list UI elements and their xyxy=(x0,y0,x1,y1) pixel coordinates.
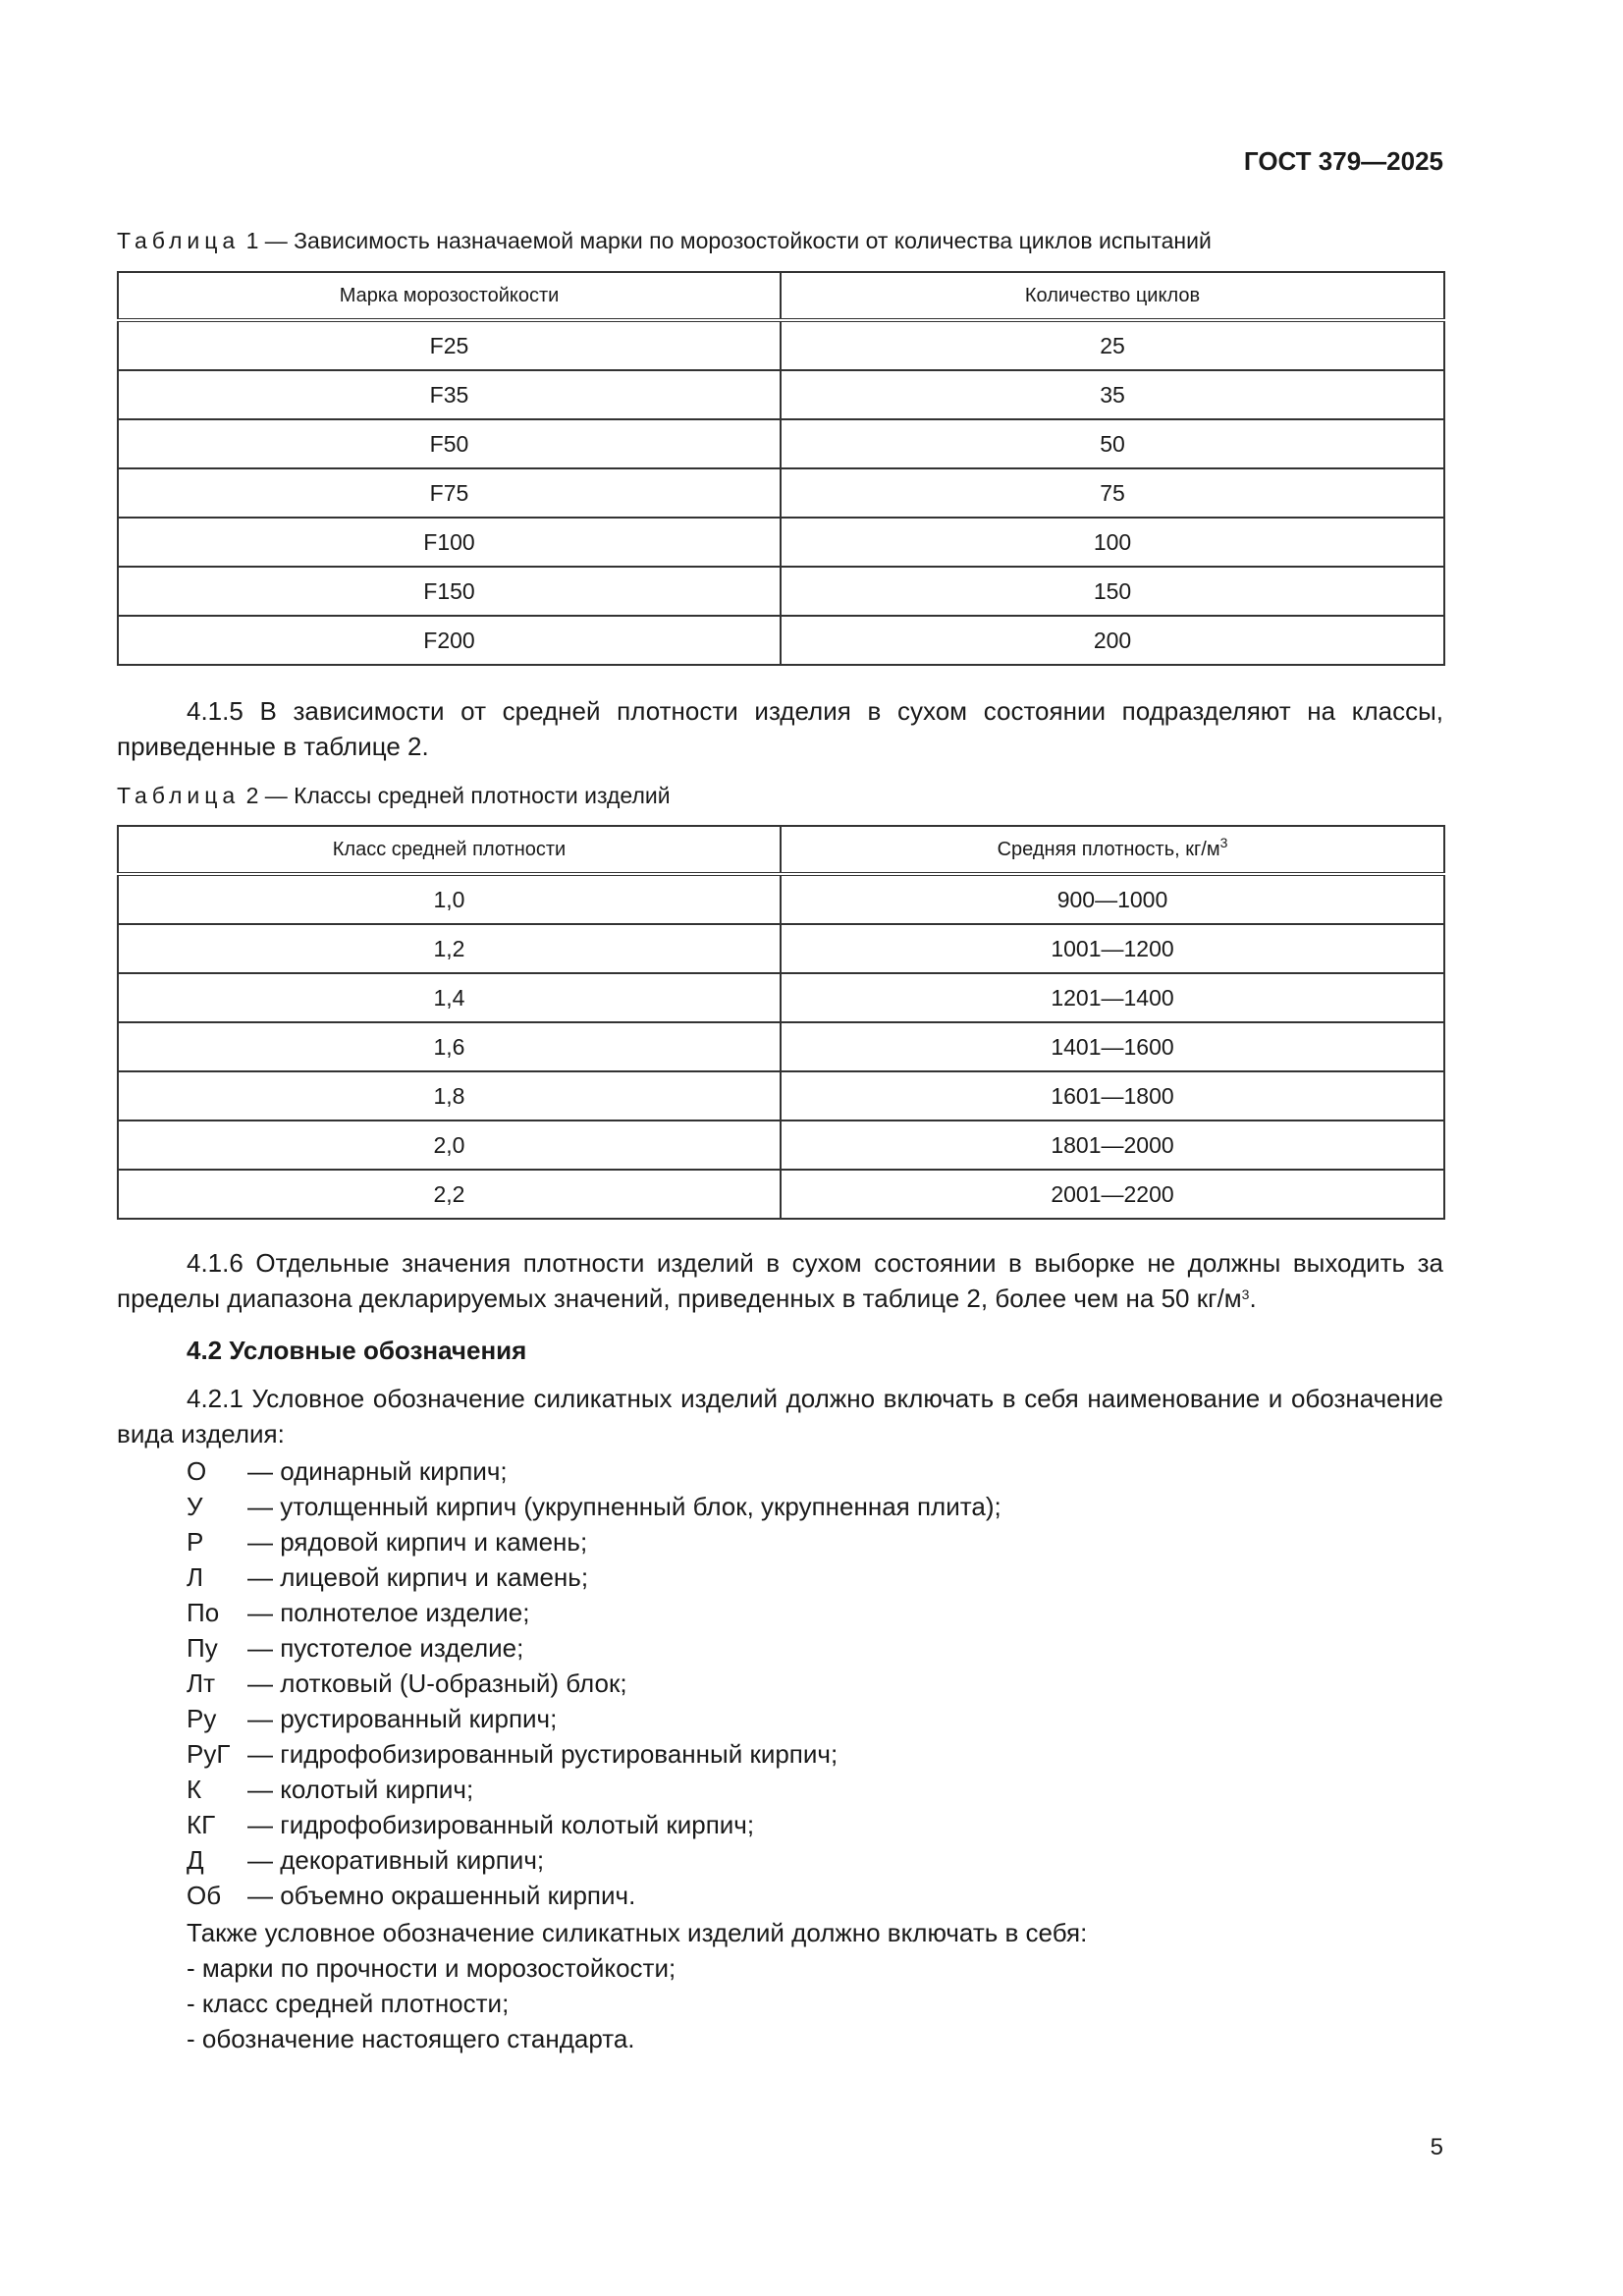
designation-code: У xyxy=(187,1492,203,1521)
table2-cell: 1801—2000 xyxy=(781,1121,1444,1170)
section-4-2-title: 4.2 Условные обозначения xyxy=(187,1336,527,1365)
table2-row xyxy=(118,1022,1444,1071)
designation-item xyxy=(187,1524,1001,1559)
table2-cell: 1,2 xyxy=(118,924,781,973)
table2-row xyxy=(118,1071,1444,1121)
document-code: ГОСТ 379—2025 xyxy=(1243,146,1443,176)
table1-header-cycles: Количество циклов xyxy=(781,272,1444,320)
table2-label: Таблица xyxy=(117,783,241,808)
table1-cell: 25 xyxy=(781,320,1444,370)
table1-cell: 150 xyxy=(781,567,1444,616)
table1-cell: 35 xyxy=(781,370,1444,419)
designation-desc: — гидрофобизированный колотый кирпич; xyxy=(247,1810,755,1839)
table1-cell: F150 xyxy=(118,567,781,616)
designation-code: Об xyxy=(187,1881,222,1910)
table1 xyxy=(117,271,1445,666)
paragraph-4-2-1: 4.2.1 Условное обозначение силикатных изделий должно включать в себя наименование и обозначение вида изделия: xyxy=(117,1384,1443,1449)
designation-desc: — рядовой кирпич и камень; xyxy=(247,1527,588,1557)
table1-cell: 100 xyxy=(781,518,1444,567)
table1-cell: F25 xyxy=(118,320,781,370)
table1-cell: 200 xyxy=(781,616,1444,665)
table2-caption xyxy=(117,783,671,809)
table2-header-avg-density-text: Средняя плотность, кг/м xyxy=(997,838,1220,860)
designation-desc: — одинарный кирпич; xyxy=(247,1456,508,1486)
table1-cell: 75 xyxy=(781,468,1444,518)
paragraph-4-1-6-text: 4.1.6 Отдельные значения плотности изделий в сухом состоянии в выборке не должны выходить за пределы диапазона декларируемых значений, приведенных в таблице 2, более чем на 50 кг/м xyxy=(117,1248,1443,1313)
paragraph-4-1-5: 4.1.5 В зависимости от средней плотности изделия в сухом состоянии подразделяют на классы, приведенные в таблице 2. xyxy=(117,696,1443,761)
paragraph-4-1-6-sup: 3 xyxy=(1241,1286,1250,1302)
designation-code: Ру xyxy=(187,1704,217,1733)
table2-cell: 900—1000 xyxy=(781,874,1444,924)
designation-item xyxy=(187,1736,1001,1772)
table2-cell: 1,0 xyxy=(118,874,781,924)
table2-cell: 2001—2200 xyxy=(781,1170,1444,1219)
designation-desc: — гидрофобизированный рустированный кирпич; xyxy=(247,1739,839,1769)
table1-caption-text: 1 — Зависимость назначаемой марки по морозостойкости от количества циклов испытаний xyxy=(245,228,1212,253)
table2-row xyxy=(118,1170,1444,1219)
designation-code: Д xyxy=(187,1845,204,1875)
also-intro: Также условное обозначение силикатных изделий должно включать в себя: xyxy=(187,1918,1088,1947)
table1-row xyxy=(118,419,1444,468)
table2-header-avg-density xyxy=(781,826,1444,874)
table1-row xyxy=(118,518,1444,567)
designation-desc: — лицевой кирпич и камень; xyxy=(247,1562,589,1592)
designation-item xyxy=(187,1878,1001,1913)
designation-desc: — полнотелое изделие; xyxy=(247,1598,530,1627)
designation-code: К xyxy=(187,1775,202,1804)
table1-label: Таблица xyxy=(117,228,241,253)
page-number: 5 xyxy=(1430,2134,1443,2160)
designation-desc: — колотый кирпич; xyxy=(247,1775,474,1804)
designation-item xyxy=(187,1630,1001,1666)
table1-caption xyxy=(117,228,1212,254)
table1-row xyxy=(118,468,1444,518)
designation-code: Лт xyxy=(187,1668,215,1698)
designation-desc: — объемно окрашенный кирпич. xyxy=(247,1881,636,1910)
table2-cell: 1601—1800 xyxy=(781,1071,1444,1121)
designation-code: КГ xyxy=(187,1810,216,1839)
designation-item xyxy=(187,1666,1001,1701)
designation-desc: — декоративный кирпич; xyxy=(247,1845,545,1875)
table1-cell: 50 xyxy=(781,419,1444,468)
designation-item xyxy=(187,1489,1001,1524)
table1-row xyxy=(118,370,1444,419)
table1-header-frost-grade: Марка морозостойкости xyxy=(118,272,781,320)
table2-cell: 1,6 xyxy=(118,1022,781,1071)
table2-cell: 2,2 xyxy=(118,1170,781,1219)
designation-item xyxy=(187,1453,1001,1489)
table2-cell: 2,0 xyxy=(118,1121,781,1170)
table1-row xyxy=(118,616,1444,665)
designation-code: О xyxy=(187,1456,207,1486)
table1-cell: F75 xyxy=(118,468,781,518)
designation-item xyxy=(187,1807,1001,1842)
table2-row xyxy=(118,973,1444,1022)
designation-code: По xyxy=(187,1598,220,1627)
table2-cell: 1,8 xyxy=(118,1071,781,1121)
table2-cell: 1001—1200 xyxy=(781,924,1444,973)
table2-header-unit-sup: 3 xyxy=(1219,834,1228,850)
table2-row xyxy=(118,874,1444,924)
table2-row xyxy=(118,1121,1444,1170)
designation-code: РуГ xyxy=(187,1739,231,1769)
table2-cell: 1,4 xyxy=(118,973,781,1022)
also-item: - обозначение настоящего стандарта. xyxy=(187,2024,635,2053)
designation-desc: — лотковый (U-образный) блок; xyxy=(247,1668,627,1698)
paragraph-4-1-6 xyxy=(117,1245,1443,1316)
table1-cell: F50 xyxy=(118,419,781,468)
table2-cell: 1401—1600 xyxy=(781,1022,1444,1071)
table2-caption-text: 2 — Классы средней плотности изделий xyxy=(245,783,671,808)
table2-header-density-class: Класс средней плотности xyxy=(118,826,781,874)
table1-cell: F35 xyxy=(118,370,781,419)
paragraph-4-1-6-end: . xyxy=(1249,1284,1257,1313)
table2 xyxy=(117,825,1445,1220)
designations-list xyxy=(187,1453,1001,1913)
table1-row xyxy=(118,567,1444,616)
designation-code: Р xyxy=(187,1527,204,1557)
also-item: - марки по прочности и морозостойкости; xyxy=(187,1953,676,1983)
designation-code: Пу xyxy=(187,1633,218,1663)
table2-cell: 1201—1400 xyxy=(781,973,1444,1022)
designation-item xyxy=(187,1772,1001,1807)
also-list xyxy=(187,1915,1087,2056)
table2-row xyxy=(118,924,1444,973)
designation-item xyxy=(187,1842,1001,1878)
designation-desc: — пустотелое изделие; xyxy=(247,1633,524,1663)
designation-code: Л xyxy=(187,1562,204,1592)
table1-cell: F100 xyxy=(118,518,781,567)
table1-header-row xyxy=(118,272,1444,320)
designation-desc: — рустированный кирпич; xyxy=(247,1704,558,1733)
designation-item xyxy=(187,1701,1001,1736)
designation-item xyxy=(187,1559,1001,1595)
table1-cell: F200 xyxy=(118,616,781,665)
table1-row xyxy=(118,320,1444,370)
also-item: - класс средней плотности; xyxy=(187,1989,510,2018)
table2-header-row xyxy=(118,826,1444,874)
designation-desc: — утолщенный кирпич (укрупненный блок, укрупненная плита); xyxy=(247,1492,1001,1521)
designation-item xyxy=(187,1595,1001,1630)
